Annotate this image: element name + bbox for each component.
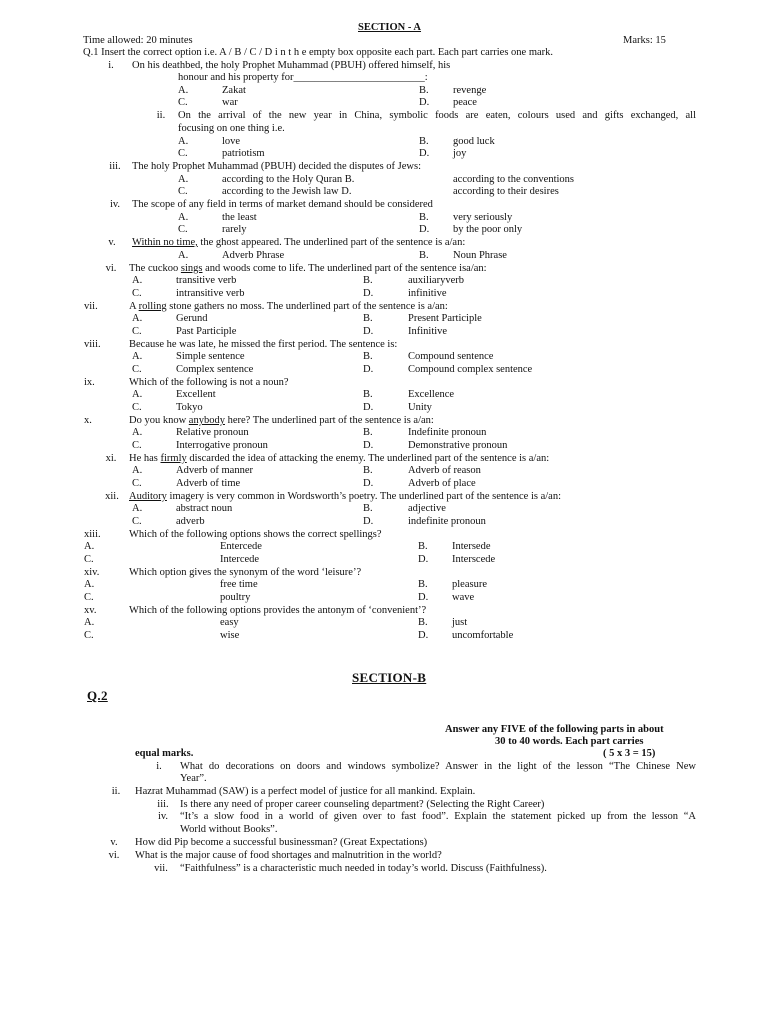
- option-text: by the poor only: [453, 224, 523, 235]
- option-text: Adverb of place: [408, 478, 476, 489]
- question-text: The scope of any field in terms of market demand should be considered: [132, 199, 433, 210]
- option-label: D.: [419, 224, 430, 235]
- question-text: honour and his property for_________________________:: [178, 72, 428, 83]
- section-b-instruction: 30 to 40 words. Each part carries: [495, 736, 644, 747]
- part-number: vi.: [108, 850, 120, 861]
- question-number: xi.: [105, 453, 117, 464]
- question-number: iv.: [109, 199, 121, 210]
- option-label: D.: [363, 516, 374, 527]
- option-text: adjective: [408, 503, 446, 514]
- option-text: Excellent: [176, 389, 216, 400]
- option-label: B.: [363, 427, 373, 438]
- option-label: B.: [419, 136, 429, 147]
- section-b-marks: ( 5 x 3 = 15): [603, 748, 656, 759]
- option-text: Present Participle: [408, 313, 482, 324]
- option-label: B.: [363, 275, 373, 286]
- option-text: Noun Phrase: [453, 250, 507, 261]
- question-text-rest: discarded the idea of attacking the enemy. The underlined part of the sentence is a/an:: [186, 453, 550, 464]
- option-text: Demonstrative pronoun: [408, 440, 508, 451]
- option-label: B.: [363, 313, 373, 324]
- question-number: vi.: [105, 263, 117, 274]
- option-text: poultry: [220, 592, 251, 603]
- option-label: D.: [363, 364, 374, 375]
- question-text: Which option gives the synonym of the word ‘leisure’?: [129, 567, 362, 578]
- option-label: D.: [419, 148, 430, 159]
- option-text: peace: [453, 97, 477, 108]
- part-number: v.: [110, 837, 118, 848]
- question-text-rest: the ghost appeared. The underlined part of the sentence is a/an:: [197, 237, 466, 248]
- option-text: according to the Holy Quran B.: [222, 174, 355, 185]
- part-text: “It’s a slow food in a world of given over to fast food”. Explain the statement picked up from the lesson “A: [180, 811, 696, 822]
- option-label: C.: [132, 516, 142, 527]
- part-number: i.: [156, 761, 162, 772]
- question-number: xiv.: [84, 567, 100, 578]
- option-text: Interscede: [452, 554, 496, 565]
- option-text: Simple sentence: [176, 351, 245, 362]
- option-text: Intersede: [452, 541, 491, 552]
- option-label: D.: [418, 630, 429, 641]
- option-text: Interrogative pronoun: [176, 440, 268, 451]
- option-text: adverb: [176, 516, 205, 527]
- option-text: indefinite pronoun: [408, 516, 486, 527]
- option-text: war: [222, 97, 238, 108]
- option-label: B.: [363, 351, 373, 362]
- option-label: D.: [363, 326, 374, 337]
- option-label: B.: [419, 250, 429, 261]
- question-text: [129, 453, 549, 465]
- option-label: C.: [132, 326, 142, 337]
- question-text: Which of the following options shows the correct spellings?: [129, 529, 382, 540]
- option-label: A.: [84, 541, 95, 552]
- question-text: The holy Prophet Muhammad (PBUH) decided the disputes of Jews:: [132, 161, 421, 172]
- section-b-instruction: Answer any FIVE of the following parts in about: [445, 724, 664, 735]
- option-label: C.: [84, 592, 94, 603]
- option-label: C.: [178, 224, 188, 235]
- option-text: Complex sentence: [176, 364, 254, 375]
- option-text: Tokyo: [176, 402, 203, 413]
- option-text: Zakat: [222, 85, 246, 96]
- option-text: abstract noun: [176, 503, 233, 514]
- option-text: revenge: [453, 85, 487, 96]
- option-text: infinitive: [408, 288, 447, 299]
- option-label: C.: [132, 440, 142, 451]
- option-text: Past Participle: [176, 326, 237, 337]
- option-label: B.: [363, 465, 373, 476]
- question-number: x.: [84, 415, 92, 426]
- question-number: v.: [108, 237, 116, 248]
- question-number: xiii.: [84, 529, 101, 540]
- option-text: according to the Jewish law D.: [222, 186, 352, 197]
- option-text: Relative pronoun: [176, 427, 249, 438]
- question-text: Which of the following is not a noun?: [129, 377, 289, 388]
- option-text: just: [452, 617, 468, 628]
- option-text: joy: [453, 148, 467, 159]
- option-text: uncomfortable: [452, 630, 514, 641]
- underlined-word: rolling: [138, 301, 167, 312]
- option-text: free time: [220, 579, 258, 590]
- q1-instruction: Q.1 Insert the correct option i.e. A / B / C / D i n t h e empty box opposite each part. Each part carries one mark.: [83, 47, 554, 58]
- option-text: Entercede: [220, 541, 262, 552]
- option-text: rarely: [222, 224, 247, 235]
- question-text-pre: A: [129, 301, 139, 312]
- question-text: [129, 491, 561, 503]
- question-number: iii.: [109, 161, 121, 172]
- option-text: pleasure: [452, 579, 487, 590]
- question-text-pre: Do you know: [129, 415, 189, 426]
- underlined-word: sings: [180, 263, 203, 274]
- option-label: B.: [418, 617, 428, 628]
- part-text: What do decorations on doors and windows symbolize? Answer in the light of the lesson “The Chinese New: [180, 761, 696, 772]
- question-text: [129, 415, 434, 427]
- option-label: A.: [132, 313, 143, 324]
- option-label: C.: [84, 554, 94, 565]
- option-label: C.: [132, 288, 142, 299]
- option-label: A.: [178, 250, 189, 261]
- question-number: i.: [108, 60, 114, 71]
- section-b-instruction: equal marks.: [135, 748, 194, 759]
- option-label: A.: [84, 579, 95, 590]
- part-text: What is the major cause of food shortages and malnutrition in the world?: [135, 850, 442, 861]
- question-text: Because he was late, he missed the first period. The sentence is:: [129, 339, 398, 350]
- option-text: Adverb Phrase: [222, 250, 285, 261]
- question-text: [129, 263, 487, 275]
- question-number: vii.: [84, 301, 98, 312]
- question-text: Which of the following options provides the antonym of ‘convenient’?: [129, 605, 427, 616]
- part-text: How did Pip become a successful businessman? (Great Expectations): [135, 837, 428, 848]
- part-text: Year”.: [180, 773, 207, 784]
- option-label: B.: [418, 579, 428, 590]
- option-label: C.: [178, 148, 188, 159]
- option-text: Intercede: [220, 554, 260, 565]
- option-text: wise: [220, 630, 240, 641]
- question-text: On his deathbed, the holy Prophet Muhammad (PBUH) offered himself, his: [132, 60, 451, 71]
- question-number: ix.: [84, 377, 95, 388]
- option-label: B.: [419, 85, 429, 96]
- part-text: World without Books”.: [180, 824, 278, 835]
- underlined-word: Auditory: [129, 491, 167, 502]
- option-label: A.: [132, 465, 143, 476]
- part-number: iii.: [157, 799, 169, 810]
- option-text: Compound complex sentence: [408, 364, 533, 375]
- question-text-pre: He has: [129, 453, 161, 464]
- option-label: D.: [418, 554, 429, 565]
- option-text: Indefinite pronoun: [408, 427, 487, 438]
- option-text: Infinitive: [408, 326, 448, 337]
- underlined-word: anybody: [188, 415, 225, 426]
- section-a-title: SECTION - A: [358, 22, 422, 33]
- section-b-title: SECTION-B: [352, 670, 427, 685]
- option-text: good luck: [453, 136, 495, 147]
- part-text: “Faithfulness” is a characteristic much needed in today’s world. Discuss (Faithfulness).: [180, 863, 547, 874]
- question-number: viii.: [84, 339, 101, 350]
- option-text: Unity: [408, 402, 432, 413]
- question-number: ii.: [156, 110, 166, 121]
- option-label: B.: [419, 212, 429, 223]
- question-text-pre: The cuckoo: [129, 263, 181, 274]
- option-label: D.: [363, 402, 374, 413]
- option-label: A.: [178, 136, 189, 147]
- option-label: B.: [363, 503, 373, 514]
- underlined-word: Within no time,: [132, 237, 198, 248]
- part-number: ii.: [111, 786, 121, 797]
- option-label: D.: [363, 288, 374, 299]
- option-text: Excellence: [408, 389, 455, 400]
- option-label: C.: [132, 402, 142, 413]
- option-text: Adverb of reason: [408, 465, 481, 476]
- option-text: wave: [452, 592, 475, 603]
- part-text: Hazrat Muhammad (SAW) is a perfect model of justice for all mankind. Explain.: [135, 786, 476, 797]
- option-label: A.: [132, 427, 143, 438]
- option-label: B.: [418, 541, 428, 552]
- option-text: Adverb of time: [176, 478, 241, 489]
- option-label: C.: [132, 364, 142, 375]
- option-text: the least: [222, 212, 257, 223]
- question-text-rest: here? The underlined part of the sentence is a/an:: [224, 415, 434, 426]
- q2-label: Q.2: [87, 688, 108, 703]
- option-text: according to the conventions: [453, 174, 575, 185]
- option-label: D.: [419, 97, 430, 108]
- option-text: patriotism: [222, 148, 265, 159]
- question-text-rest: and woods come to life. The underlined part of the sentence isa/an:: [202, 263, 487, 274]
- question-text-rest: stone gathers no moss. The underlined part of the sentence is a/an:: [166, 301, 448, 312]
- option-text: love: [222, 136, 241, 147]
- option-label: D.: [418, 592, 429, 603]
- option-text: Adverb of manner: [176, 465, 253, 476]
- part-number: iv.: [157, 811, 169, 822]
- option-label: A.: [178, 85, 189, 96]
- underlined-word: firmly: [160, 453, 187, 464]
- option-label: C.: [132, 478, 142, 489]
- option-text: transitive verb: [176, 275, 237, 286]
- question-number: xii.: [105, 491, 119, 502]
- option-label: A.: [178, 212, 189, 223]
- option-text: easy: [220, 617, 239, 628]
- option-label: A.: [84, 617, 95, 628]
- option-text: Gerund: [176, 313, 208, 324]
- question-text: [129, 301, 448, 313]
- option-label: A.: [132, 351, 143, 362]
- question-text: On the arrival of the new year in China, symbolic foods are eaten, colours used and gifts exchanged, all: [178, 110, 696, 121]
- option-label: B.: [363, 389, 373, 400]
- question-text: focusing on one thing i.e.: [178, 123, 285, 134]
- option-label: C.: [178, 186, 188, 197]
- option-label: C.: [84, 630, 94, 641]
- option-label: A.: [132, 503, 143, 514]
- question-text-rest: imagery is very common in Wordsworth’s poetry. The underlined part of the sentence is a/an:: [166, 491, 561, 502]
- option-text: Compound sentence: [408, 351, 494, 362]
- option-label: A.: [178, 174, 189, 185]
- option-label: D.: [363, 440, 374, 451]
- question-text: [132, 237, 465, 249]
- option-label: A.: [132, 275, 143, 286]
- part-number: vii.: [154, 863, 168, 874]
- option-label: C.: [178, 97, 188, 108]
- option-label: D.: [363, 478, 374, 489]
- marks-total: Marks: 15: [623, 35, 666, 46]
- time-allowed: Time allowed: 20 minutes: [83, 35, 193, 46]
- option-text: very seriously: [453, 212, 513, 223]
- part-text: Is there any need of proper career counseling department? (Selecting the Right Career): [180, 799, 545, 810]
- option-text: intransitive verb: [176, 288, 245, 299]
- option-label: A.: [132, 389, 143, 400]
- option-text: according to their desires: [453, 186, 559, 197]
- question-number: xv.: [84, 605, 97, 616]
- option-text: auxiliaryverb: [408, 275, 464, 286]
